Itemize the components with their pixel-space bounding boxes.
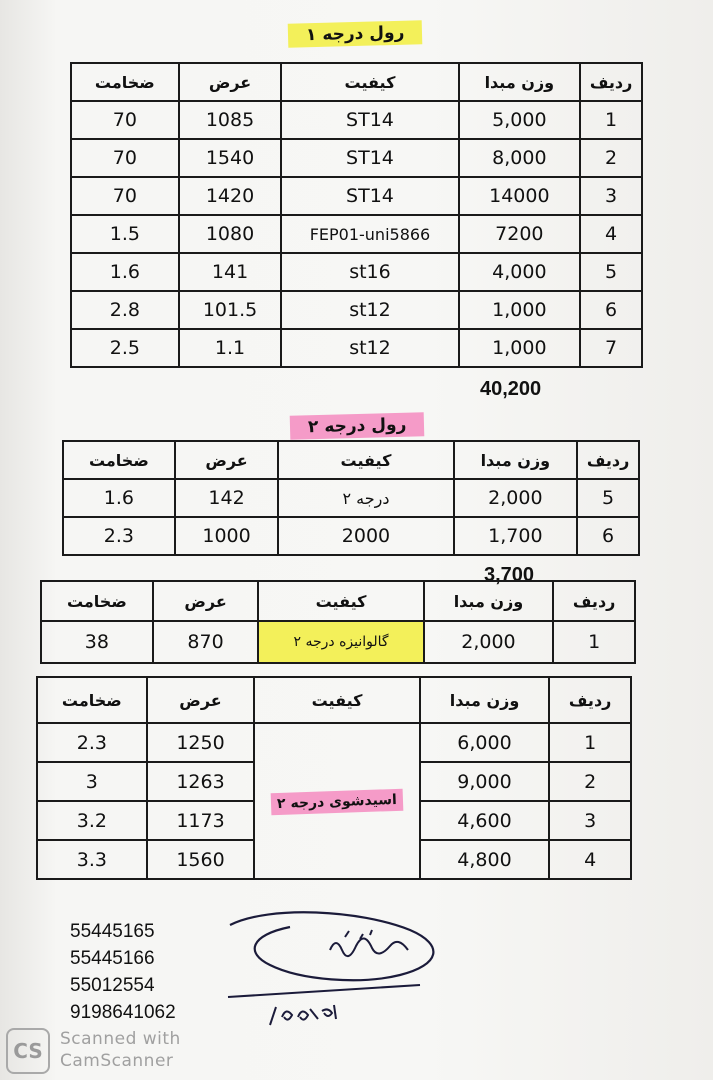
cell-width: 1250 (147, 723, 255, 762)
cell-thickness: 1.6 (71, 253, 179, 291)
cell-row-no: 2 (549, 762, 631, 801)
acid-wash-quality: اسیدشوی درجه ۲ (271, 789, 404, 816)
section1-table (70, 62, 643, 368)
cell-thickness: 70 (71, 177, 179, 215)
header-thickness: ضخامت (63, 441, 175, 479)
cell-width: 101.5 (179, 291, 282, 329)
section4-table (36, 676, 632, 880)
cell-row-no: 5 (580, 253, 642, 291)
header-row-no: ردیف (580, 63, 642, 101)
cell-quality: st16 (281, 253, 458, 291)
cell-weight: 14000 (459, 177, 581, 215)
cell-thickness: 1.5 (71, 215, 179, 253)
cell-weight: 4,000 (459, 253, 581, 291)
phone-number: 55012554 (70, 975, 155, 996)
cell-weight: 2,000 (454, 479, 578, 517)
phone-number: 55445165 (70, 921, 155, 942)
table-row (71, 177, 642, 215)
cell-row-no: 6 (577, 517, 639, 555)
header-quality: کیفیت (258, 581, 423, 621)
cell-thickness: 1.6 (63, 479, 175, 517)
cell-quality: ST14 (281, 139, 458, 177)
table-row (71, 215, 642, 253)
cell-width: 1540 (179, 139, 282, 177)
cell-weight: 8,000 (459, 139, 581, 177)
cell-row-no: 1 (580, 101, 642, 139)
header-row-no: ردیف (553, 581, 635, 621)
header-weight: وزن مبدا (454, 441, 578, 479)
header-width: عرض (175, 441, 279, 479)
watermark-line1: Scanned with (60, 1029, 181, 1049)
table-row (71, 329, 642, 367)
camscanner-watermark (60, 1028, 181, 1072)
cell-weight: 4,800 (420, 840, 550, 879)
header-width: عرض (179, 63, 282, 101)
table-row (71, 139, 642, 177)
cell-row-no: 3 (580, 177, 642, 215)
cell-weight: 6,000 (420, 723, 550, 762)
cell-thickness: 2.3 (63, 517, 175, 555)
cell-thickness: 2.3 (37, 723, 147, 762)
cell-weight: 1,000 (459, 329, 581, 367)
cell-width: 1173 (147, 801, 255, 840)
cell-width: 1080 (179, 215, 282, 253)
cell-quality: 2000 (278, 517, 453, 555)
camscanner-logo: CS (6, 1028, 50, 1074)
cell-weight: 2,000 (424, 621, 554, 663)
handwritten-signature (210, 905, 450, 1035)
cell-row-no: 1 (553, 621, 635, 663)
section1-total: 40,200 (480, 378, 542, 400)
cell-quality: درجه ۲ (278, 479, 453, 517)
cell-thickness: 3 (37, 762, 147, 801)
cell-weight: 7200 (459, 215, 581, 253)
table-row (71, 101, 642, 139)
cell-quality: گالوانیزه درجه ۲ (258, 621, 423, 663)
section1-title: رول درجه ۱ (288, 20, 423, 48)
cell-width: 1.1 (179, 329, 282, 367)
watermark-line2: CamScanner (60, 1051, 174, 1071)
header-width: عرض (153, 581, 259, 621)
header-thickness: ضخامت (71, 63, 179, 101)
cell-weight: 5,000 (459, 101, 581, 139)
cell-quality: FEP01-uni5866 (281, 215, 458, 253)
cell-row-no: 4 (549, 840, 631, 879)
cell-width: 1420 (179, 177, 282, 215)
cell-row-no: 6 (580, 291, 642, 329)
cell-weight: 4,600 (420, 801, 550, 840)
cell-width: 1560 (147, 840, 255, 879)
cell-quality: st12 (281, 329, 458, 367)
cell-row-no: 5 (577, 479, 639, 517)
cell-width: 1263 (147, 762, 255, 801)
cell-thickness: 38 (41, 621, 153, 663)
cell-width: 1085 (179, 101, 282, 139)
section2-total: 3,700 (484, 564, 535, 586)
cell-thickness: 70 (71, 139, 179, 177)
table-row (63, 479, 639, 517)
header-thickness: ضخامت (41, 581, 153, 621)
cell-row-no: 3 (549, 801, 631, 840)
section2-title: رول درجه ۲ (290, 412, 425, 440)
header-row-no: ردیف (549, 677, 631, 723)
cell-weight: 9,000 (420, 762, 550, 801)
phone-number: 9198641062 (70, 1002, 176, 1023)
cell-quality: st12 (281, 291, 458, 329)
table-row (71, 291, 642, 329)
header-weight: وزن مبدا (420, 677, 550, 723)
cell-quality-merged (254, 723, 419, 879)
header-weight: وزن مبدا (424, 581, 554, 621)
table-row (63, 517, 639, 555)
table-row (71, 253, 642, 291)
cell-row-no: 4 (580, 215, 642, 253)
cell-quality: ST14 (281, 101, 458, 139)
section2-table (62, 440, 640, 556)
cell-width: 870 (153, 621, 259, 663)
cell-thickness: 2.8 (71, 291, 179, 329)
cell-width: 1000 (175, 517, 279, 555)
cell-weight: 1,000 (459, 291, 581, 329)
header-quality: کیفیت (254, 677, 419, 723)
cell-row-no: 7 (580, 329, 642, 367)
cell-thickness: 3.3 (37, 840, 147, 879)
header-thickness: ضخامت (37, 677, 147, 723)
cell-thickness: 2.5 (71, 329, 179, 367)
header-row-no: ردیف (577, 441, 639, 479)
cell-thickness: 70 (71, 101, 179, 139)
header-width: عرض (147, 677, 255, 723)
header-weight: وزن مبدا (459, 63, 581, 101)
phone-list (70, 918, 176, 1026)
header-quality: کیفیت (278, 441, 453, 479)
cell-width: 142 (175, 479, 279, 517)
cell-width: 141 (179, 253, 282, 291)
cell-quality: ST14 (281, 177, 458, 215)
cell-thickness: 3.2 (37, 801, 147, 840)
table-row (41, 621, 635, 663)
table-row (37, 723, 631, 762)
section3-table (40, 580, 636, 664)
cell-weight: 1,700 (454, 517, 578, 555)
cell-row-no: 2 (580, 139, 642, 177)
cell-row-no: 1 (549, 723, 631, 762)
header-quality: کیفیت (281, 63, 458, 101)
phone-number: 55445166 (70, 948, 155, 969)
